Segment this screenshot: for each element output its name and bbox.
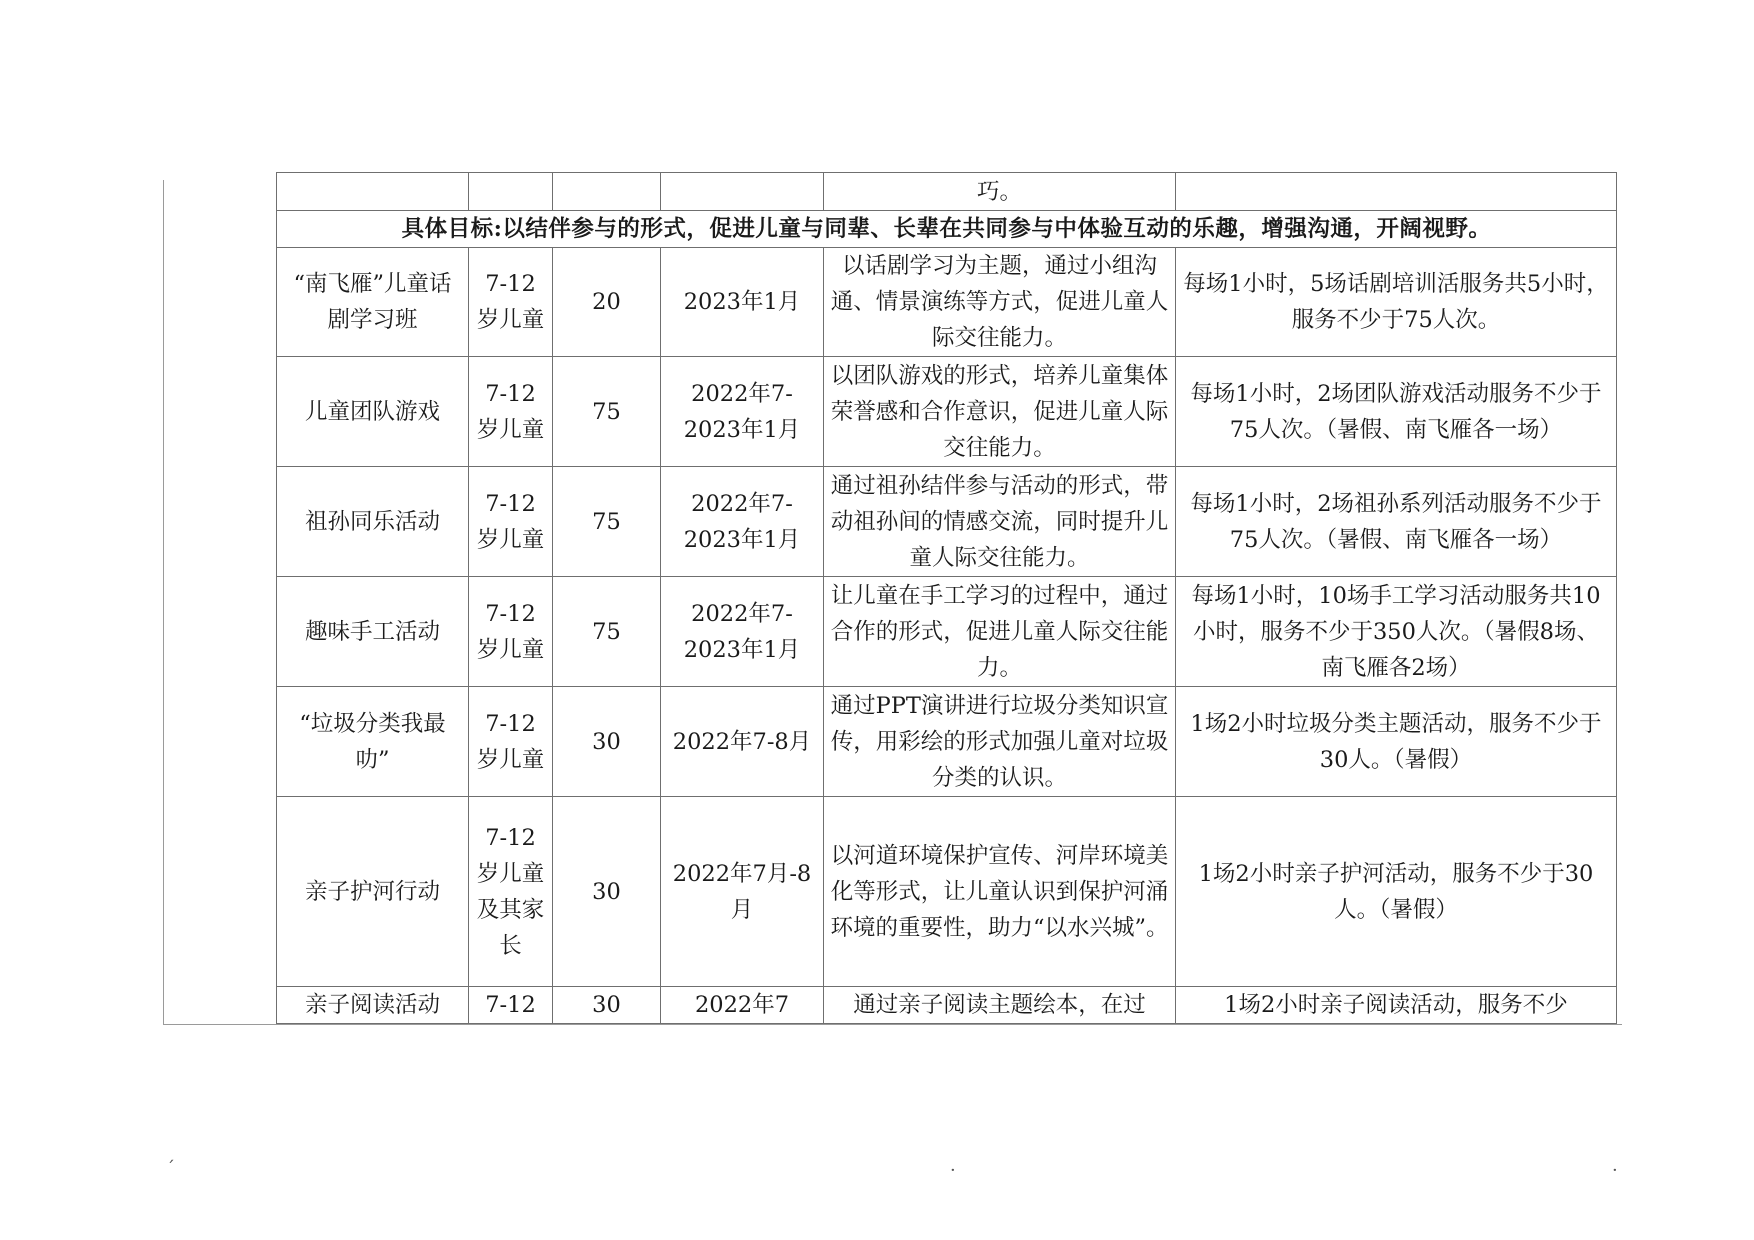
table-row (277, 357, 1617, 467)
activity-output: 1场2小时亲子护河活动，服务不少于30人。（暑假） (1176, 797, 1617, 987)
participant-count: 30 (553, 687, 661, 797)
table-row (277, 987, 1617, 1024)
table-row-continuation (277, 173, 1617, 211)
activity-method: 以河道环境保护宣传、河岸环境美化等形式，让儿童认识到保护河涌环境的重要性，助力“以水兴城”。 (824, 797, 1176, 987)
scan-speck: · (1612, 1160, 1618, 1181)
activity-method: 让儿童在手工学习的过程中，通过合作的形式，促进儿童人际交往能力。 (824, 577, 1176, 687)
activity-time: 2022年7-8月 (661, 687, 824, 797)
activity-output: 每场1小时，2场祖孙系列活动服务不少于75人次。（暑假、南飞雁各一场） (1176, 467, 1617, 577)
activity-plan-table (276, 172, 1617, 1024)
activity-output: 1场2小时垃圾分类主题活动，服务不少于30人。（暑假） (1176, 687, 1617, 797)
table-row (277, 797, 1617, 987)
target-group: 7-12岁儿童 (469, 467, 553, 577)
table-row (277, 467, 1617, 577)
participant-count: 20 (553, 248, 661, 357)
target-group: 7-12岁儿童及其家长 (469, 797, 553, 987)
table-row (277, 687, 1617, 797)
activity-time: 2023年1月 (661, 248, 824, 357)
target-group: 7-12岁儿童 (469, 687, 553, 797)
activity-output: 每场1小时，5场话剧培训活服务共5小时，服务不少于75人次。 (1176, 248, 1617, 357)
activity-method: 以话剧学习为主题，通过小组沟通、情景演练等方式，促进儿童人际交往能力。 (824, 248, 1176, 357)
activity-output: 1场2小时亲子阅读活动，服务不少 (1176, 987, 1617, 1024)
activity-output: 每场1小时，2场团队游戏活动服务不少于75人次。（暑假、南飞雁各一场） (1176, 357, 1617, 467)
target-group: 7-12岁儿童 (469, 248, 553, 357)
participant-count: 30 (553, 987, 661, 1024)
activity-time: 2022年7 (661, 987, 824, 1024)
activity-time: 2022年7-2023年1月 (661, 577, 824, 687)
activity-method: 通过亲子阅读主题绘本，在过 (824, 987, 1176, 1024)
target-group: 7-12岁儿童 (469, 357, 553, 467)
activity-time: 2022年7-2023年1月 (661, 357, 824, 467)
table-row (277, 248, 1617, 357)
participant-count: 75 (553, 467, 661, 577)
activity-method: 通过PPT演讲进行垃圾分类知识宣传，用彩绘的形式加强儿童对垃圾分类的认识。 (824, 687, 1176, 797)
activity-method: 以团队游戏的形式，培养儿童集体荣誉感和合作意识，促进儿童人际交往能力。 (824, 357, 1176, 467)
activity-name: “垃圾分类我最叻” (277, 687, 469, 797)
target-group: 7-12 (469, 987, 553, 1024)
activity-name: 亲子阅读活动 (277, 987, 469, 1024)
target-group: 7-12岁儿童 (469, 577, 553, 687)
activity-name: “南飞雁”儿童话剧学习班 (277, 248, 469, 357)
method-cell: 巧。 (824, 173, 1176, 211)
participant-count: 75 (553, 357, 661, 467)
activity-name: 儿童团队游戏 (277, 357, 469, 467)
scan-speck: ˊ (166, 1158, 175, 1179)
activity-name: 亲子护河行动 (277, 797, 469, 987)
activity-time: 2022年7月-8月 (661, 797, 824, 987)
activity-output: 每场1小时，10场手工学习活动服务共10小时，服务不少于350人次。（暑假8场、南飞雁各2场） (1176, 577, 1617, 687)
activity-name: 祖孙同乐活动 (277, 467, 469, 577)
participant-count: 30 (553, 797, 661, 987)
participant-count: 75 (553, 577, 661, 687)
scan-speck: · (950, 1160, 956, 1181)
activity-name: 趣味手工活动 (277, 577, 469, 687)
goal-row (277, 211, 1617, 248)
activity-time: 2022年7-2023年1月 (661, 467, 824, 577)
activity-method: 通过祖孙结伴参与活动的形式，带动祖孙间的情感交流，同时提升儿童人际交往能力。 (824, 467, 1176, 577)
table-row (277, 577, 1617, 687)
specific-goal: 具体目标:以结伴参与的形式，促进儿童与同辈、长辈在共同参与中体验互动的乐趣，增强沟通，开阔视野。 (277, 211, 1617, 248)
